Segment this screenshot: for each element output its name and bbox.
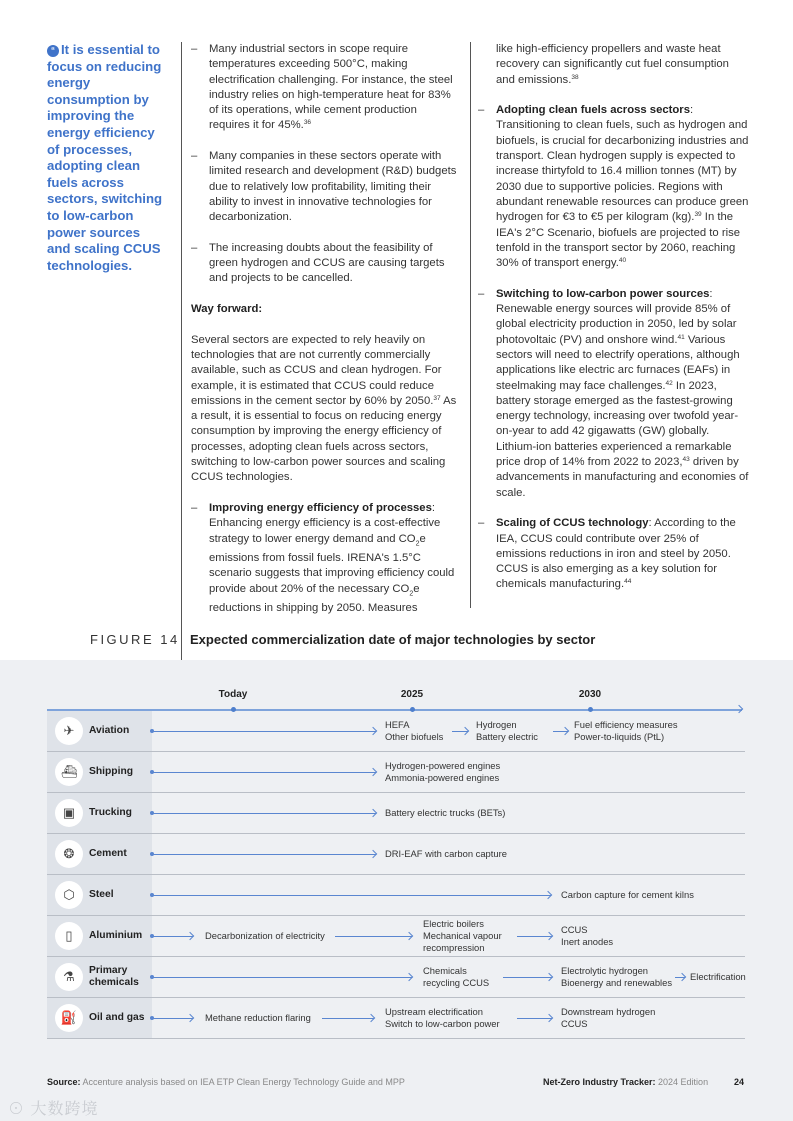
sector-name: Aluminium: [89, 929, 143, 941]
timeline-arrow: [152, 895, 551, 896]
ship-icon: ⛴: [55, 758, 83, 786]
timeline-arrow: [152, 977, 412, 978]
sector-label-cell: [47, 875, 152, 915]
page-number: 24: [734, 1077, 745, 1087]
technology-label: Downstream hydrogen CCUS: [561, 1006, 656, 1029]
sector-row: [47, 998, 745, 1039]
start-dot: [150, 1016, 154, 1020]
sector-row: [47, 957, 745, 998]
technology-label: HEFA Other biofuels: [385, 719, 444, 742]
technology-label: Chemicals recycling CCUS: [423, 965, 490, 988]
technology-label: DRI-EAF with carbon capture: [385, 848, 507, 859]
figure-label: FIGURE 14: [90, 632, 180, 647]
timeline-arrow: [517, 1018, 552, 1019]
timeline-arrow: [152, 772, 376, 773]
paragraph: Several sectors are expected to rely heavily on technologies that are not currently commercially available, such as CCUS and clean hydrogen. For example, it is estimated that CCUS could reduce emissions in the cement sector by 60% by 2050.37 As a result, it is essential to focus on reducing energy consumption by improving the energy efficiency of processes, adopting clean fuels across sectors, switching to low-carbon power sources and scaling CCUS technologies.: [191, 333, 457, 484]
pull-quote: “ It is essential to focus on reducing energy consumption by improving the energy efficiency of processes, adopting clean fuels across sectors, switching to low-carbon power sources and scaling CCUS technologies.: [47, 42, 163, 273]
bullet: – Many industrial sectors in scope require temperatures exceeding 500°C, making electrification challenging. For instance, the steel industry relies on high-temperature heat for 83% of its operations, while cement production requires it for 45%.$^{36}$: [191, 42, 459, 134]
figure-title: Expected commercialization date of major technologies by sector: [190, 632, 596, 647]
flask-icon: ⚗: [55, 963, 83, 991]
technology-label: Decarbonization of electricity: [205, 930, 325, 941]
sector-row: [47, 752, 745, 793]
technology-label: Fuel efficiency measures Power-to-liquids (PtL): [574, 719, 678, 742]
technology-label: Battery electric trucks (BETs): [385, 807, 506, 818]
sector-row: [47, 916, 745, 957]
sector-name: Oil and gas: [89, 1011, 145, 1023]
text-column-3: [478, 42, 750, 608]
publication-footer: Net-Zero Industry Tracker: 2024 Edition: [543, 1077, 709, 1087]
bullet: – Adopting clean fuels across sectors: Transitioning to clean fuels, such as hydrogen and biofuels, is crucial for decarbonizing industries and transport. Clean hydrogen supply is expected to increase thirtyfold to 16.4 million tonnes (MT) by 2030 due to supportive policies. Regions with abundant renewable resources can produce green hydrogen for €3 to €5 per kilogram (kg).$^{39}$ In the IEA's 2°C Scenario, biofuels are projected to rise tenfold in the transport sector by 2060, reaching 30% of transport energy.$^{40}$: [478, 103, 750, 271]
sector-name: Aviation: [89, 724, 130, 736]
technology-label: Carbon capture for cement kilns: [561, 889, 694, 900]
technology-label: Electrolytic hydrogen Bioenergy and renewables: [561, 965, 673, 988]
timeline-arrow: [322, 1018, 374, 1019]
sector-label-cell: [47, 916, 152, 956]
bullet: – Scaling of CCUS technology: According to the IEA, CCUS could contribute over 25% of emissions reductions in iron and steel by 2050. CCUS is also emerging as a key solution for chemicals manufacturing.$^{44}$: [478, 516, 750, 592]
year-label: 2030: [578, 689, 602, 700]
sector-label-cell: [47, 834, 152, 874]
subheading: Way forward:: [191, 303, 263, 316]
airplane-tail-icon: ✈: [55, 717, 83, 745]
steel-icon: ⬡: [55, 881, 83, 909]
start-dot: [150, 770, 154, 774]
watermark-logo: ⊙ 大数跨境: [8, 1101, 99, 1118]
timeline-arrow: [452, 731, 468, 732]
technology-label: Methane reduction flaring: [205, 1012, 311, 1023]
column-divider: [181, 42, 182, 660]
bullet: – Many companies in these sectors operate with limited research and development (R&D) budgets due to relatively low profitability, limiting their ability to invest in innovative technologies for decarbonization.: [191, 149, 459, 225]
timeline-arrow: [152, 936, 193, 937]
timeline-arrow: [152, 813, 376, 814]
timeline-arrow: [553, 731, 568, 732]
text-column-2: [191, 42, 459, 632]
timeline-arrow: [152, 731, 376, 732]
year-label: 2025: [400, 689, 424, 700]
source-note: Source: Accenture analysis based on IEA ETP Clean Energy Technology Guide and MPP: [47, 1077, 405, 1087]
sector-name: Cement: [89, 847, 127, 859]
paragraph: like high-efficiency propellers and waste heat recovery can significantly cut fuel consumption and emissions.$^{38}$: [496, 43, 729, 86]
quote-icon: “: [47, 45, 59, 57]
timeline-arrow: [503, 977, 552, 978]
column-divider: [470, 42, 471, 608]
timeline-arrow: [152, 854, 376, 855]
start-dot: [150, 934, 154, 938]
sector-label-cell: [47, 793, 152, 833]
sector-row: [47, 834, 745, 875]
sector-name: Primary chemicals: [89, 964, 139, 988]
sector-row: [47, 793, 745, 834]
technology-label: Electrification: [690, 971, 746, 982]
sector-label-cell: [47, 998, 152, 1038]
sector-label-cell: [47, 752, 152, 792]
bullet: – Improving energy efficiency of processes: Enhancing energy efficiency is a cost-effective strategy to lower energy demand and $CO_2e$ emissions from fossil fuels. IRENA's 1.5°C scenario suggests that improving efficiency could provide about 20% of the necessary $CO_2e$ reductions in shipping by 2050. Measures: [191, 501, 459, 617]
timeline-arrow: [335, 936, 412, 937]
start-dot: [150, 852, 154, 856]
oil-gas-icon: ⛽: [55, 1004, 83, 1032]
sector-row: [47, 711, 745, 752]
year-label: Today: [218, 689, 248, 700]
cement-icon: ❂: [55, 840, 83, 868]
bullet: – Switching to low-carbon power sources: Renewable energy sources will provide 85% of global electricity production in 2050, led by solar photovoltaic (PV) and onshore wind.$^{41}$ Various sectors will need to electrify operations, although applications like electric arc furnaces (EAFs) in steelmaking may face challenges.$^{42}$ In 2023, battery storage emerged as the fastest-growing energy technology, increasing over twofold year-on-year to add 42 gigawatts (GW) globally. Lithium-ion batteries experienced a remarkable price drop of 14% from 2022 to 2023,43 driven by advancements in manufacturing and economies of scale.: [478, 287, 750, 501]
start-dot: [150, 893, 154, 897]
timeline-arrow: [517, 936, 552, 937]
sector-name: Shipping: [89, 765, 134, 777]
sector-row: [47, 875, 745, 916]
start-dot: [150, 729, 154, 733]
technology-label: Electric boilers Mechanical vapour recompression: [423, 918, 502, 953]
sector-label-cell: [47, 957, 152, 997]
timeline-arrow: [675, 977, 685, 978]
technology-label: Hydrogen-powered engines Ammonia-powered engines: [385, 760, 501, 783]
truck-icon: ▣: [55, 799, 83, 827]
sector-name: Steel: [89, 888, 114, 900]
timeline-arrow: [152, 1018, 193, 1019]
start-dot: [150, 975, 154, 979]
technology-label: Upstream electrification Switch to low-carbon power: [385, 1006, 500, 1029]
technology-label: CCUS Inert anodes: [561, 924, 614, 947]
bullet: – The increasing doubts about the feasibility of green hydrogen and CCUS are causing targets and projects to be cancelled.: [191, 241, 459, 287]
start-dot: [150, 811, 154, 815]
aluminium-icon: ▯: [55, 922, 83, 950]
sector-name: Trucking: [89, 806, 132, 818]
technology-label: Hydrogen Battery electric: [476, 719, 538, 742]
sector-label-cell: [47, 711, 152, 751]
